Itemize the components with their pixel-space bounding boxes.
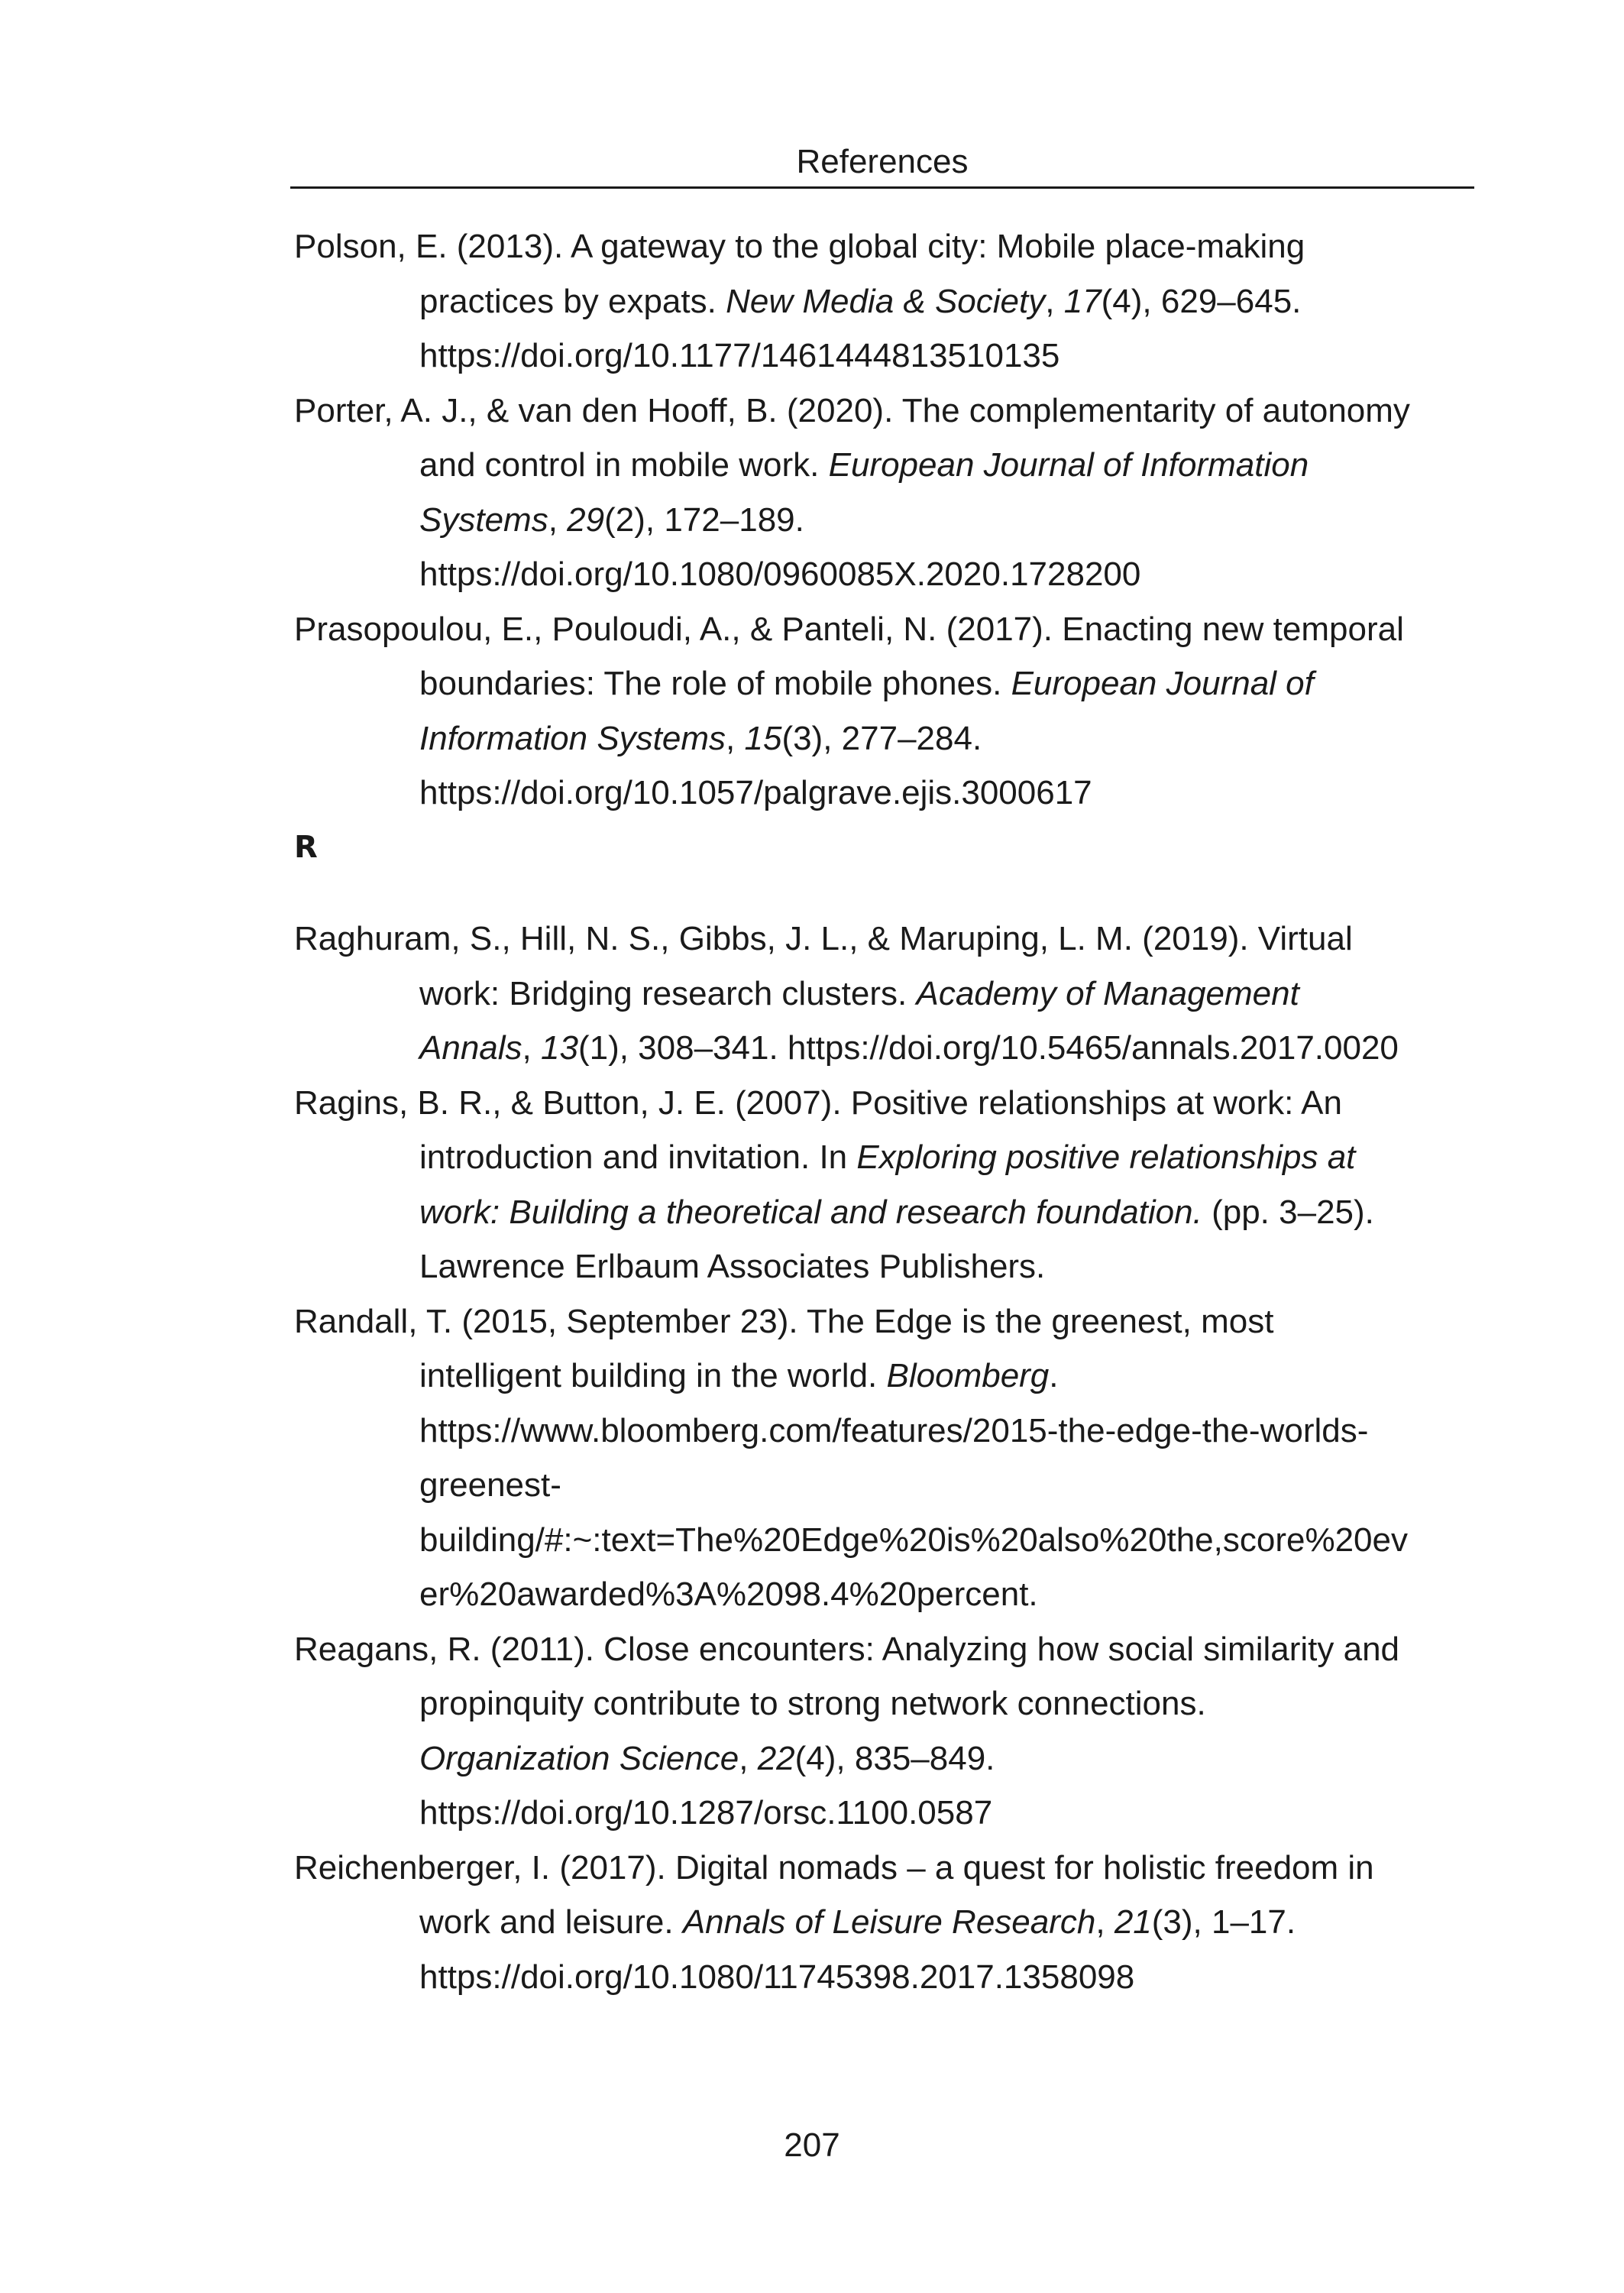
- url-link[interactable]: https://www.bloomberg.com/features/2015-the-edge-the-worlds-: [419, 1411, 1369, 1449]
- reference-entry: [294, 602, 1474, 821]
- journal-title: Annals of Leisure Research: [682, 1903, 1096, 1941]
- reference-line: [419, 1731, 1474, 1786]
- header-rule: [290, 186, 1474, 189]
- reference-line: Reagans, R. (2011). Close encounters: Analyzing how social similarity and: [294, 1630, 1400, 1668]
- reference-text: (4), 629–645.: [1101, 282, 1302, 320]
- reference-line: [419, 656, 1474, 711]
- page-number: 207: [784, 2126, 840, 2164]
- reference-line: Ragins, B. R., & Button, J. E. (2007). Positive relationships at work: An: [294, 1083, 1342, 1122]
- url-link[interactable]: greenest-: [419, 1466, 561, 1504]
- volume: 21: [1114, 1903, 1152, 1941]
- reference-line: [419, 1895, 1474, 1950]
- doi-link[interactable]: https://doi.org/10.1287/orsc.1100.0587: [419, 1794, 993, 1831]
- reference-text: (pp. 3–25).: [1202, 1193, 1374, 1231]
- doi-link[interactable]: https://doi.org/10.1057/palgrave.ejis.3000617: [419, 774, 1092, 811]
- journal-title: Organization Science: [419, 1739, 739, 1777]
- reference-entry: [294, 1076, 1474, 1294]
- reference-line: [419, 1185, 1474, 1240]
- book-title: work: Building a theoretical and research foundation.: [419, 1193, 1202, 1231]
- journal-title: European Journal of: [1011, 665, 1314, 702]
- reference-entry: [294, 912, 1474, 1076]
- section-spacer: [294, 875, 1474, 912]
- reference-entry: [294, 1294, 1474, 1622]
- volume: 22: [757, 1739, 795, 1777]
- reference-line: [419, 438, 1474, 493]
- reference-entry: [294, 1622, 1474, 1841]
- section-letter-heading: R: [294, 829, 318, 865]
- reference-entry: [294, 1841, 1474, 2005]
- journal-title: Systems: [419, 500, 548, 539]
- reference-text: ,: [548, 500, 568, 539]
- journal-title: Academy of Management: [916, 974, 1299, 1012]
- reference-text: (3), 1–17.: [1151, 1903, 1296, 1941]
- doi-link[interactable]: https://doi.org/10.1080/0960085X.2020.1728200: [419, 555, 1141, 593]
- reference-line: [419, 274, 1474, 329]
- reference-line: propinquity contribute to strong network connections.: [419, 1685, 1206, 1722]
- volume: 13: [541, 1029, 578, 1067]
- reference-text: (3), 277–284.: [781, 719, 982, 757]
- reference-line: Randall, T. (2015, September 23). The Edge is the greenest, most: [294, 1302, 1274, 1340]
- reference-text: (2), 172–189.: [604, 500, 804, 539]
- url-link[interactable]: er%20awarded%3A%2098.4%20percent.: [419, 1576, 1038, 1613]
- reference-text: (1), 308–341. https://doi.org/10.5465/annals.2017.0020: [577, 1029, 1399, 1067]
- reference-text: ,: [1045, 282, 1064, 320]
- volume: 15: [744, 719, 782, 757]
- reference-text: practices by expats.: [419, 282, 726, 320]
- running-head: References: [796, 143, 969, 180]
- journal-title: Annals: [419, 1029, 522, 1067]
- reference-text: ,: [522, 1029, 541, 1067]
- reference-text: introduction and invitation. In: [419, 1138, 857, 1176]
- volume: 29: [567, 500, 605, 539]
- reference-line: [419, 1021, 1474, 1076]
- reference-line: Raghuram, S., Hill, N. S., Gibbs, J. L., & Maruping, L. M. (2019). Virtual: [294, 920, 1353, 957]
- journal-title: New Media & Society: [726, 282, 1046, 320]
- reference-text: ,: [726, 719, 745, 757]
- reference-list: [294, 219, 1474, 2004]
- reference-line: [419, 1349, 1474, 1404]
- journal-title: Information Systems: [419, 719, 726, 757]
- doi-link[interactable]: https://doi.org/10.1080/11745398.2017.1358098: [419, 1958, 1135, 1996]
- reference-entry: [294, 384, 1474, 602]
- book-title: Exploring positive relationships at: [856, 1138, 1356, 1176]
- reference-text: and control in mobile work.: [419, 446, 829, 484]
- journal-title: Bloomberg: [886, 1357, 1050, 1394]
- reference-text: work: Bridging research clusters.: [419, 974, 917, 1012]
- reference-line: Porter, A. J., & van den Hooff, B. (2020). The complementarity of autonomy: [294, 391, 1410, 429]
- reference-line: Lawrence Erlbaum Associates Publishers.: [419, 1248, 1046, 1285]
- reference-entry: [294, 219, 1474, 384]
- reference-line: Reichenberger, I. (2017). Digital nomads – a quest for holistic freedom in: [294, 1848, 1374, 1887]
- reference-text: .: [1049, 1357, 1059, 1394]
- journal-title: European Journal of Information: [828, 446, 1309, 484]
- reference-line: Prasopoulou, E., Pouloudi, A., & Panteli, N. (2017). Enacting new temporal: [294, 610, 1404, 648]
- reference-text: intelligent building in the world.: [419, 1357, 887, 1394]
- reference-text: ,: [739, 1739, 758, 1777]
- reference-text: boundaries: The role of mobile phones.: [419, 665, 1011, 702]
- reference-line: [419, 1130, 1474, 1185]
- reference-text: ,: [1095, 1903, 1114, 1941]
- volume: 17: [1063, 282, 1102, 320]
- doi-link[interactable]: https://doi.org/10.1177/1461444813510135: [419, 337, 1060, 374]
- reference-line: Polson, E. (2013). A gateway to the global city: Mobile place-making: [294, 228, 1305, 265]
- reference-text: work and leisure.: [419, 1903, 683, 1941]
- reference-text: (4), 835–849.: [794, 1739, 995, 1777]
- reference-line: [419, 967, 1474, 1022]
- reference-line: [419, 711, 1474, 766]
- reference-line: [419, 493, 1474, 548]
- url-link[interactable]: building/#:~:text=The%20Edge%20is%20also%20the,score%20ev: [419, 1521, 1408, 1559]
